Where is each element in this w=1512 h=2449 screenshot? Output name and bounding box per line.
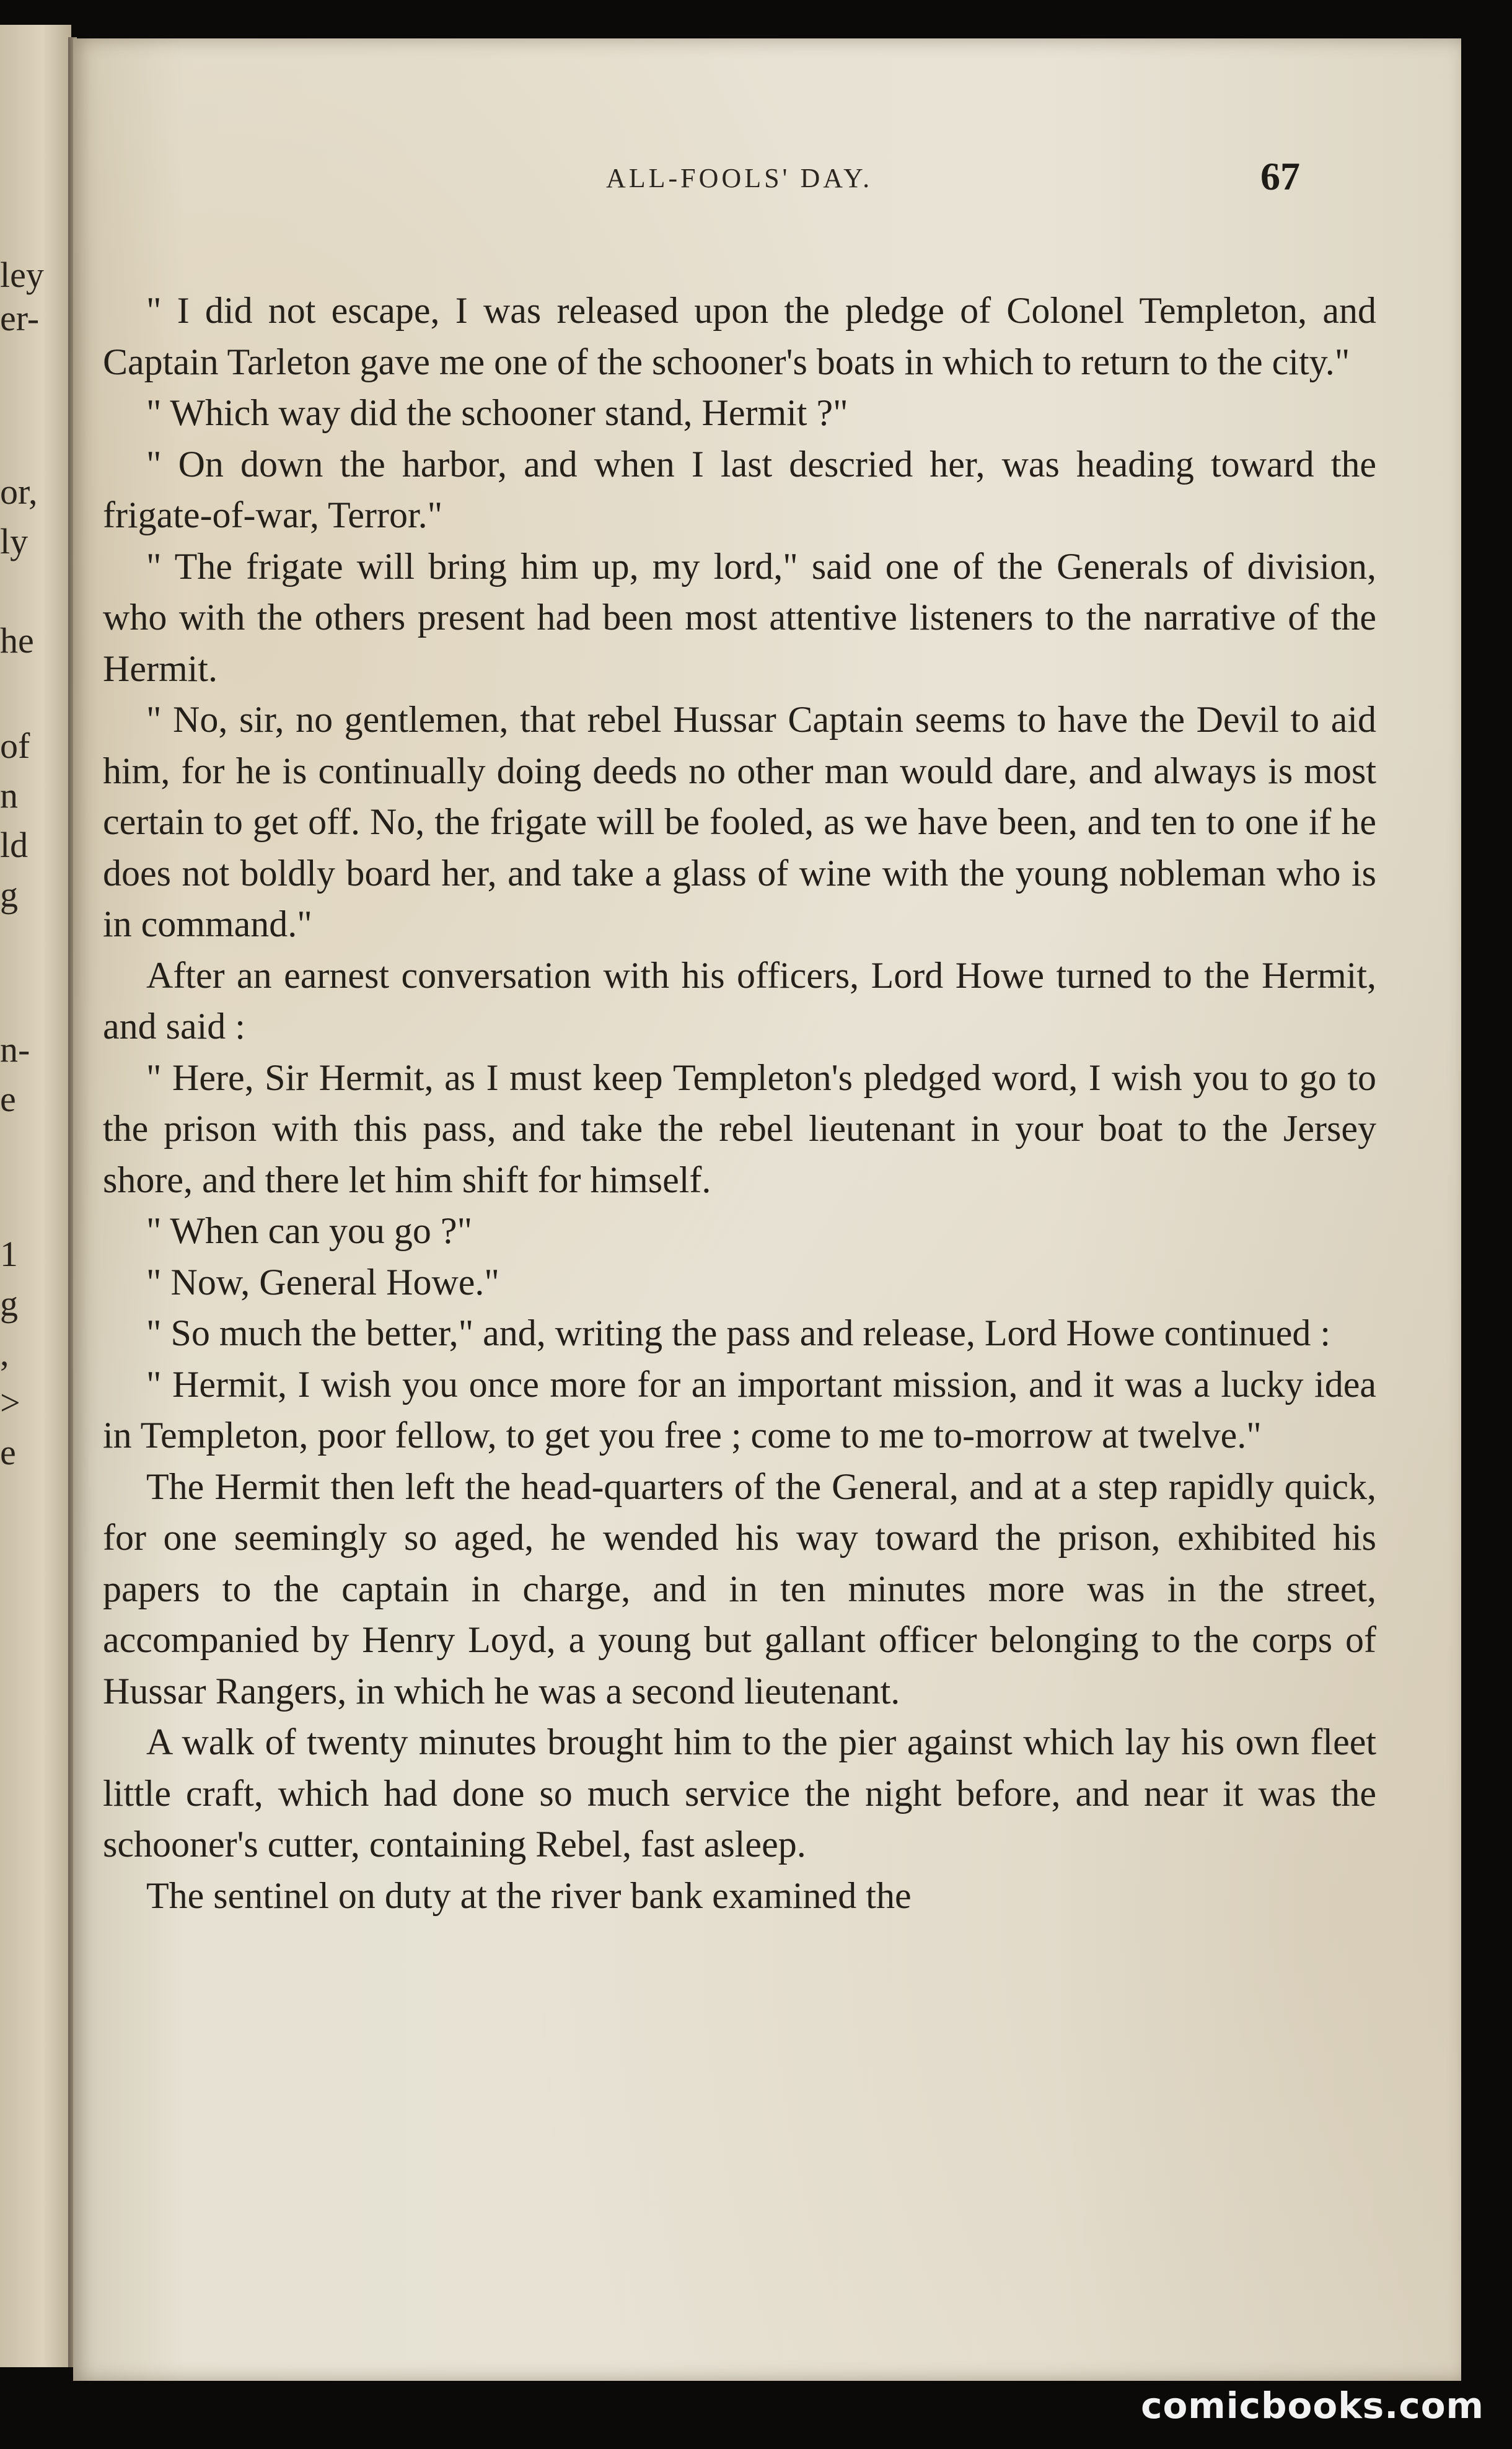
left-page-fragment: n xyxy=(0,775,18,816)
left-page-fragment: 1 xyxy=(0,1234,18,1274)
left-page-fragment: e xyxy=(0,1079,16,1119)
paragraph: " Which way did the schooner stand, Hermit ?" xyxy=(146,392,848,433)
left-page-fragment: e xyxy=(0,1432,16,1472)
left-page-edge xyxy=(0,25,71,2367)
running-head: ALL-FOOLS' DAY. xyxy=(606,163,873,193)
left-page-fragment: > xyxy=(0,1383,20,1423)
site-watermark: comicbooks.com xyxy=(1141,2385,1484,2427)
left-page-fragment: g xyxy=(0,1283,18,1324)
paragraph: After an earnest conversation with his officers, Lord Howe turned to the Hermit, and said : xyxy=(103,954,1376,1047)
left-page-fragment: of xyxy=(0,726,30,766)
left-page-fragment: er- xyxy=(0,298,40,338)
paragraph: " I did not escape, I was released upon the pledge of Colonel Templeton, and Captain Tarleton gave me one of the schooner's boats in which to return to the city." xyxy=(103,290,1376,382)
left-page-fragment: , xyxy=(0,1333,9,1373)
left-page-fragment: g xyxy=(0,874,18,915)
paragraph: " Here, Sir Hermit, as I must keep Templeton's pledged word, I wish you to go to the prison with this pass, and take the rebel lieutenant in your boat to the Jersey shore, and there let him shift for himself. xyxy=(103,1057,1376,1200)
paragraph: " Now, General Howe." xyxy=(146,1261,499,1303)
paragraph: " On down the harbor, and when I last descried her, was heading toward the frigate-of-war, Terror." xyxy=(103,443,1376,535)
left-page-fragment: n- xyxy=(0,1029,30,1070)
paragraph: " The frigate will bring him up, my lord," said one of the Generals of division, who with the others present had been most attentive listeners to the narrative of the Hermit. xyxy=(103,545,1376,689)
left-page-fragment: ly xyxy=(0,521,29,561)
paragraph: The sentinel on duty at the river bank examined the xyxy=(146,1875,912,1916)
paragraph: " No, sir, no gentlemen, that rebel Hussar Captain seems to have the Devil to aid him, for he is continually doing deeds no other man would dare, and always is most certain to get off. No, the frigate will be fooled, as we have been, and ten to one if he does not boldly board her, and take a glass of wine with the young nobleman who is in command." xyxy=(103,699,1376,944)
paragraph: " So much the better," and, writing the pass and release, Lord Howe continued : xyxy=(146,1312,1331,1353)
left-page-fragment: ley xyxy=(0,255,44,295)
page-number: 67 xyxy=(1260,154,1300,198)
paragraph: The Hermit then left the head-quarters of the General, and at a step rapidly quick, for one seemingly so aged, he wended his way toward the prison, exhibited his papers to the captain in charge, and in ten minutes more was in the street, accompanied by Henry Loyd, a young but gallant officer belonging to the corps of Hussar Rangers, in which he was a second lieutenant. xyxy=(103,1466,1376,1712)
body-text xyxy=(103,285,1376,1921)
book-page xyxy=(73,38,1461,2381)
left-page-fragment: ld xyxy=(0,825,29,865)
paragraph: A walk of twenty minutes brought him to the pier against which lay his own fleet little craft, which had done so much service the night before, and near it was the schooner's cutter, containing Rebel, fast asleep. xyxy=(103,1721,1376,1865)
left-page-fragment: he xyxy=(0,620,34,661)
paragraph: " When can you go ?" xyxy=(146,1210,473,1251)
paragraph: " Hermit, I wish you once more for an important mission, and it was a lucky idea in Templeton, poor fellow, to get you free ; come to me to-morrow at twelve." xyxy=(103,1363,1376,1456)
left-page-fragment: or, xyxy=(0,472,38,512)
